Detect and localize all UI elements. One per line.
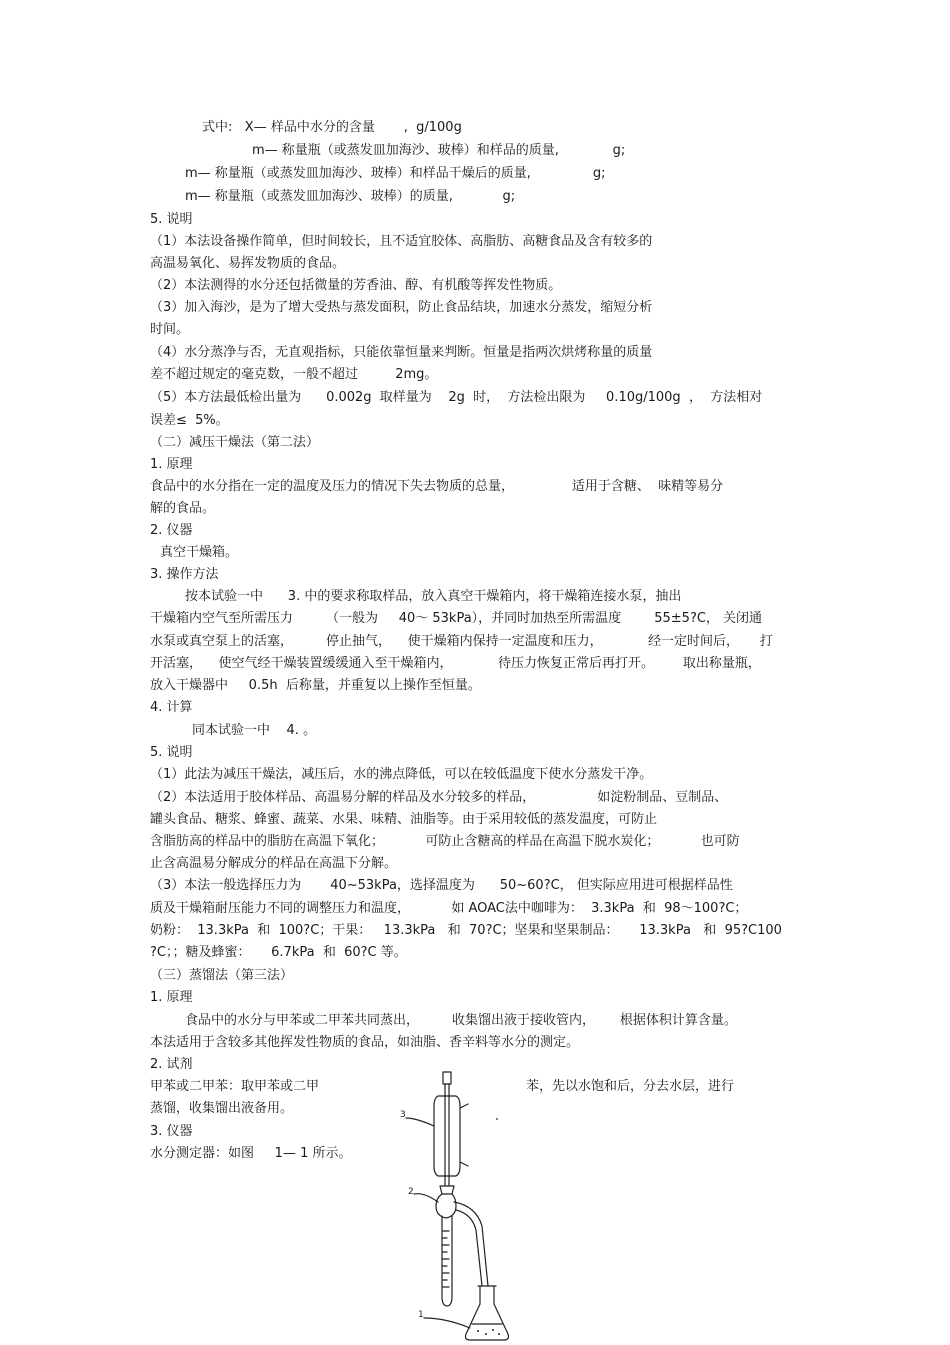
text-line: 时间。	[150, 322, 190, 337]
text-line: m— 称量瓶（或蒸发皿加海沙、玻棒）的质量, g;	[185, 189, 516, 204]
text-line: 罐头食品、糖浆、蜂蜜、蔬菜、水果、味精、油脂等。由于采用较低的蒸发温度，可防止	[150, 812, 658, 827]
section-heading: 5. 说明	[150, 745, 193, 760]
text-line: 同本试验一中 4. 。	[192, 723, 317, 738]
text-line: 开活塞， 使空气经干燥装置缓缓通入至干燥箱内， 待压力恢复正常后再打开。 取出称量瓶，	[150, 656, 761, 671]
bubble	[477, 1330, 479, 1332]
water-distillation-apparatus-figure	[396, 1066, 546, 1345]
text-line: 真空干燥箱。	[160, 545, 239, 560]
section-heading: （三）蒸馏法（第三法）	[150, 968, 294, 983]
section-heading: 2. 仪器	[150, 523, 193, 538]
figure-label-1: 1	[418, 1310, 424, 1320]
text-line: （2）本法测得的水分还包括微量的芳香油、醇、有机酸等挥发性物质。	[150, 278, 562, 293]
flask-body	[466, 1304, 509, 1340]
leader-line-1	[424, 1318, 470, 1328]
section-heading: 3. 操作方法	[150, 567, 219, 582]
bubble	[492, 1329, 494, 1331]
text-line: 食品中的水分指在一定的温度及压力的情况下失去物质的总量， 适用于含糖、 味精等易分	[150, 479, 724, 494]
bubble	[485, 1333, 487, 1335]
text-line: （1）此法为减压干燥法，减压后，水的沸点降低，可以在较低温度下使水分蒸发干净。	[150, 767, 653, 782]
ground-joint	[440, 1186, 454, 1194]
text-line: 水泵或真空泵上的活塞， 停止抽气， 使干燥箱内保持一定温度和压力， 经一定时间后， 打	[150, 634, 773, 649]
text-line: （3）本法一般选择压力为 40~53kPa，选择温度为 50~60?C， 但实际应用进可根据样品性	[150, 878, 733, 893]
text-line: 误差≤ 5%。	[150, 413, 229, 428]
text-line: 干燥箱内空气至所需压力 （一般为 40～ 53kPa），并同时加热至所需温度 55±5?C， 关闭通	[150, 611, 763, 626]
text-line: （4）水分蒸净与否，无直观指标，只能依靠恒量来判断。恒量是指两次烘烤称量的质量	[150, 345, 653, 360]
text-line: （5）本方法最低检出量为 0.002g 取样量为 2g 时， 方法检出限为 0.10g/100g ， 方法相对	[150, 390, 763, 405]
condenser-inner-tube	[445, 1084, 449, 1186]
section-heading: （二）减压干燥法（第二法）	[150, 435, 320, 450]
receiver-bulb	[436, 1194, 456, 1218]
section-heading: 1. 原理	[150, 457, 193, 472]
text-line: 高温易氧化、易挥发物质的食品。	[150, 256, 346, 271]
figure-label-2: 2	[408, 1187, 414, 1197]
text-line: 放入干燥器中 0.5h 后称量，并重复以上操作至恒量。	[150, 678, 481, 693]
text-line: 水分测定器：如图 1— 1 所示。	[150, 1146, 352, 1161]
text-line: （1）本法设备操作简单，但时间较长，且不适宜胶体、高脂肪、高糖食品及含有较多的	[150, 234, 653, 249]
text-line: 苯，先以水饱和后，分去水层，进行	[526, 1079, 735, 1094]
section-heading: 1. 原理	[150, 990, 193, 1005]
text-line: 蒸馏，收集馏出液备用。	[150, 1101, 294, 1116]
text-line: 差不超过规定的毫克数，一般不超过 2mg。	[150, 367, 438, 382]
text-line: 奶粉： 13.3kPa 和 100?C；干果： 13.3kPa 和 70?C；坚果和坚果制品： 13.3kPa 和 95?C100	[150, 923, 782, 938]
section-heading: 5. 说明	[150, 212, 193, 227]
condenser-jacket	[434, 1096, 460, 1176]
side-arm-tube	[454, 1202, 488, 1286]
section-heading: 4. 计算	[150, 700, 193, 715]
text-line: 止含高温易分解成分的样品在高温下分解。	[150, 856, 398, 871]
figure-label-3: 3	[400, 1110, 406, 1120]
section-heading: 3. 仪器	[150, 1124, 193, 1139]
text-line: m— 称量瓶（或蒸发皿加海沙、玻棒）和样品干燥后的质量, g;	[185, 166, 606, 181]
text-line: 解的食品。	[150, 501, 216, 516]
text-line: 食品中的水分与甲苯或二甲苯共同蒸出， 收集馏出液于接收管内， 根据体积计算含量。	[185, 1013, 737, 1028]
leader-line-2	[414, 1194, 438, 1202]
graduation-marks	[443, 1231, 449, 1287]
text-line: （3）加入海沙，是为了增大受热与蒸发面积，防止食品结块，加速水分蒸发，缩短分析	[150, 300, 653, 315]
text-line: 含脂肪高的样品中的脂肪在高温下氧化； 可防止含糖高的样品在高温下脱水炭化； 也可防	[150, 834, 740, 849]
bubble	[498, 1333, 500, 1335]
text-line: 按本试验一中 3. 中的要求称取样品，放入真空干燥箱内，将干燥箱连接水泵，抽出	[185, 589, 682, 604]
apparatus-drawing	[396, 1066, 546, 1345]
stopper-shape	[443, 1072, 451, 1084]
text-line: 质及干燥箱耐压能力不同的调整压力和温度， 如 AOAC法中咖啡为： 3.3kPa 和 98～100?C；	[150, 901, 748, 916]
text-line: 本法适用于含较多其他挥发性物质的食品，如油脂、香辛料等水分的测定。	[150, 1035, 580, 1050]
text-line: 式中: X— 样品中水分的含量 , g/100g	[202, 120, 462, 135]
leader-line-3	[406, 1118, 434, 1126]
text-line: 甲苯或二甲苯：取甲苯或二甲	[150, 1079, 320, 1094]
text-line: （2）本法适用于胶体样品、高温易分解的样品及水分较多的样品， 如淀粉制品、豆制品、	[150, 790, 728, 805]
condenser-side-tubes	[460, 1104, 468, 1166]
text-line: m— 称量瓶（或蒸发皿加海沙、玻棒）和样品的质量, g;	[252, 143, 626, 158]
flask-neck	[480, 1286, 494, 1304]
section-heading: 2. 试剂	[150, 1057, 193, 1072]
graduated-receiver-tube	[442, 1216, 452, 1306]
text-line: ?C；；糖及蜂蜜： 6.7kPa 和 60?C 等。	[150, 945, 407, 960]
